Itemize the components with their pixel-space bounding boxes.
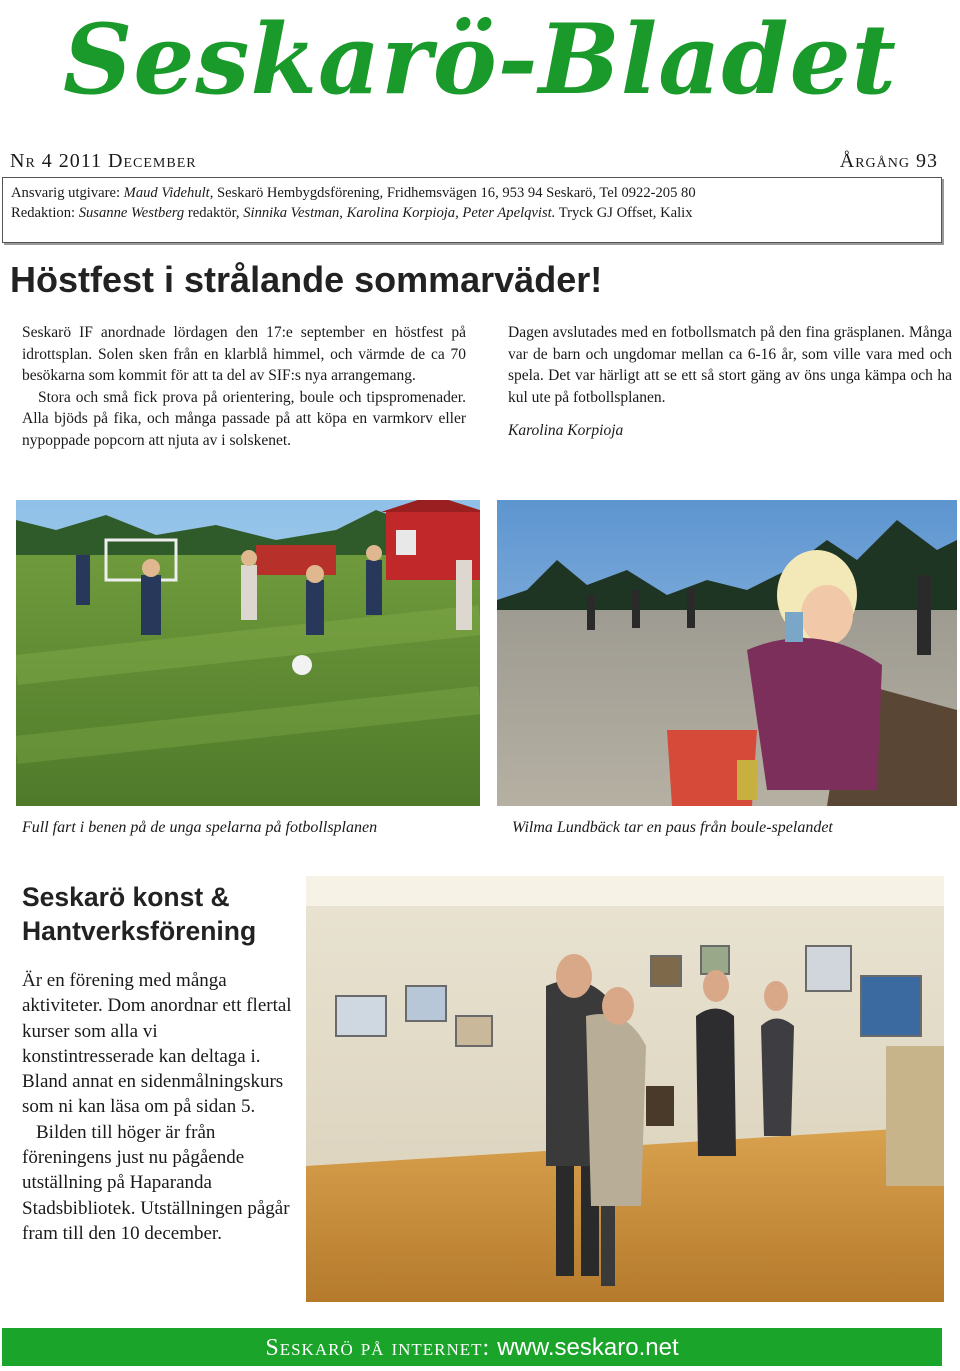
staff-box — [2, 177, 942, 243]
article-paragraph: Seskarö IF anordnade lördagen den 17:e september en höstfest på idrottsplan. Solen sken från en klarblå himmel, och värmde de ca 70 besökarna som kommit för att ta del av SIF:s nya arrangemang. — [22, 324, 466, 384]
article-paragraph: Bilden till höger är från föreningens just nu pågående utställning på Haparanda Stadsbibliotek. Utställningen pågår fram till den 10 december. — [22, 1121, 290, 1244]
editor-role: redaktör, — [184, 205, 244, 221]
article-body — [22, 968, 292, 1246]
publisher-line — [11, 184, 696, 203]
article-column-2 — [508, 322, 952, 442]
editor-name: Susanne Westberg — [78, 205, 185, 221]
website-link[interactable]: www.seskaro.net — [497, 1334, 679, 1361]
editorial-line — [11, 204, 693, 223]
publisher-label: Ansvarig utgivare: — [11, 185, 124, 201]
football-photo — [16, 500, 480, 806]
newspaper-masthead: Seskarö-Bladet — [63, 3, 897, 116]
publisher-name: Maud Videhult — [123, 185, 210, 201]
editorial-label: Redaktion: — [11, 205, 79, 221]
issue-number: Nr 4 2011 December — [10, 150, 197, 172]
photo-caption: Wilma Lundbäck tar en paus från boule-spelandet — [512, 819, 833, 836]
article-paragraph: Dagen avslutades med en fotbollsmatch på den fina gräsplanen. Många var de barn och ungdomar mellan ca 6-16 år, som ville vara med och spela. Det var härligt att se ett så stort gäng av öns unga kämpa och ha kul ute på fotbollsplanen. — [508, 324, 952, 406]
photo-caption: Full fart i benen på de unga spelarna på fotbollsplanen — [22, 819, 378, 836]
article-headline: Höstfest i strålande sommarväder! — [10, 259, 603, 300]
printer-info: Tryck GJ Offset, Kalix — [555, 205, 693, 221]
article-paragraph: Stora och små fick prova på orientering, boule och tipspromenader. Alla bjöds på fika, och många passade på att köpa en varmkorv eller nypoppade popcorn att njuta av i solskenet. — [22, 388, 466, 449]
website-footer — [2, 1328, 942, 1366]
article-headline: Seskarö konst & Hantverksförening — [22, 882, 257, 946]
footer-label: Seskarö på internet: — [265, 1335, 498, 1361]
volume-year: Årgång 93 — [839, 150, 938, 172]
editorial-names: Sinnika Vestman, Karolina Korpioja, Peter Apelqvist. — [243, 205, 556, 221]
article-column-1 — [22, 322, 466, 451]
boule-break-photo — [497, 500, 957, 806]
exhibition-photo — [306, 876, 944, 1302]
article-paragraph: Är en förening med många aktiviteter. Dom anordnar ett flertal kurser som alla vi konstintresserade kan deltaga i. Bland annat en sidenmålningskurs som ni kan läsa om på sidan 5. — [22, 970, 292, 1118]
article-byline: Karolina Korpioja — [508, 422, 624, 439]
publisher-address: , Seskarö Hembygdsförening, Fridhemsvägen 16, 953 94 Seskarö, Tel 0922-205 80 — [209, 185, 696, 201]
